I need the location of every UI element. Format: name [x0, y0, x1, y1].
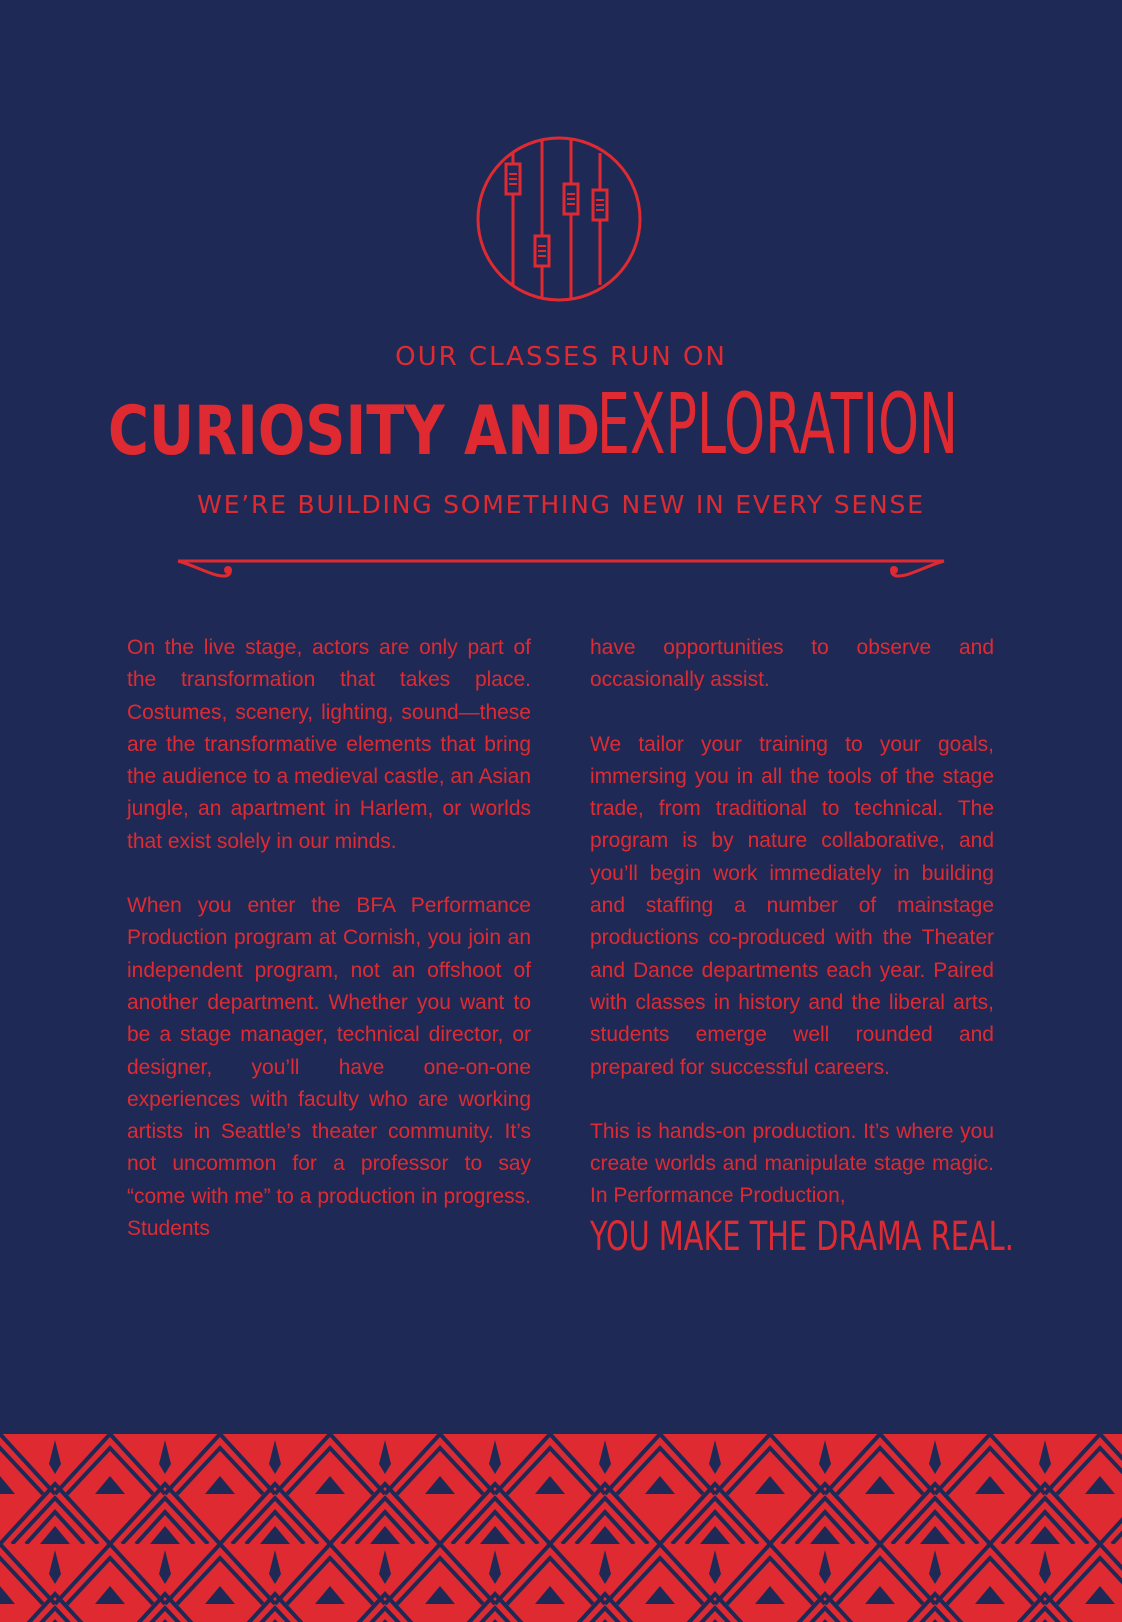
headline-light: EXPLORATION — [596, 375, 958, 473]
art-deco-pattern-band — [0, 1434, 1122, 1622]
flourish-divider — [176, 552, 946, 588]
headline — [0, 375, 1122, 473]
paragraph: have opportunities to observe and occasionally assist. — [590, 636, 994, 692]
closing-tagline: YOU MAKE THE DRAMA REAL. — [590, 1213, 1014, 1260]
paragraph: This is hands-on production. It’s where you create worlds and manipulate stage magic. In Performance Production, — [590, 1119, 994, 1208]
mixer-faders-icon — [476, 136, 642, 302]
body-column-left — [127, 632, 531, 1277]
headline-bold: CURIOSITY AND — [108, 392, 601, 471]
paragraph: When you enter the BFA Performance Production program at Cornish, you join an independent program, not an offshoot of another department. Whether you want to be a stage manager, technical director, or designer, you’ll have one-on-one experiences with faculty who are working artists in Seattle’s theater community. It’s not uncommon for a professor to say “come with me” to a production in progress. Students — [127, 894, 531, 1241]
body-column-right — [590, 632, 1014, 1260]
paragraph: We tailor your training to your goals, immersing you in all the tools of the stage trade, from traditional to technical. The program is by nature collaborative, and you’ll begin work immediately in building and staffing a number of mainstage productions co-produced with the Theater and Dance departments each year. Paired with classes in history and the liberal arts, students emerge well rounded and prepared for successful careers. — [590, 732, 994, 1079]
paragraph: On the live stage, actors are only part of the transformation that takes place. Costumes, scenery, lighting, sound—these are the transformative elements that bring the audience to a medieval castle, an Asian jungle, an apartment in Harlem, or worlds that exist solely in our minds. — [127, 636, 531, 853]
kicker-text: OUR CLASSES RUN ON — [395, 342, 727, 372]
subhead-text: WE’RE BUILDING SOMETHING NEW IN EVERY SENSE — [197, 490, 925, 519]
